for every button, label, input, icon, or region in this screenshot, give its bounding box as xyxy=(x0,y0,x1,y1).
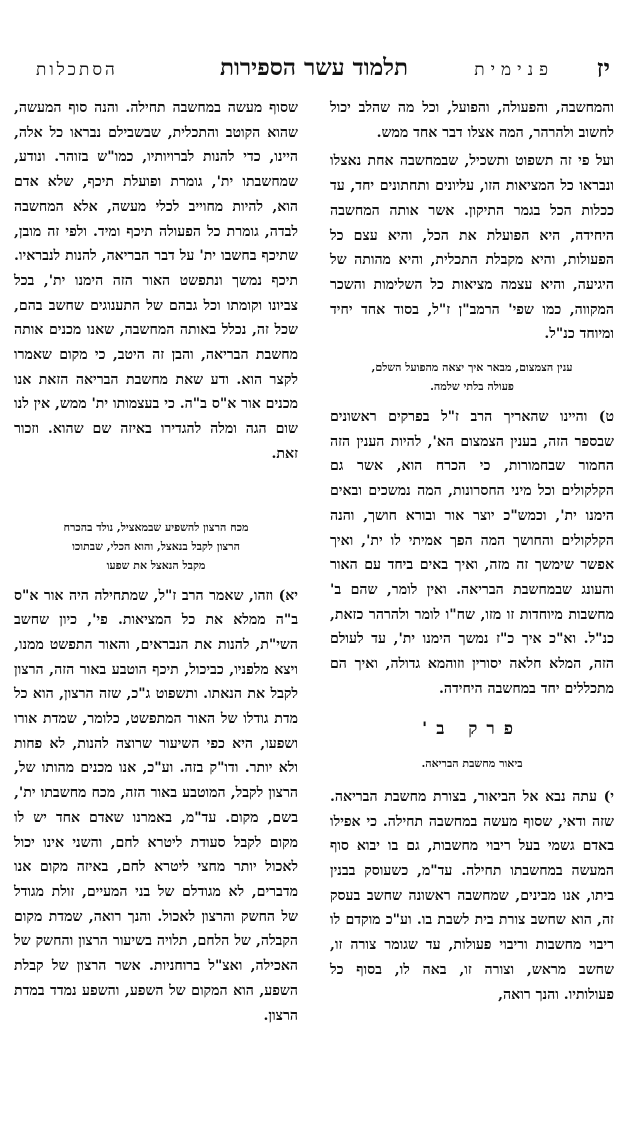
left-column xyxy=(14,96,298,1028)
right-paragraph-3: ט) והיינו שהאריך הרב ז"ל בפרקים ראשונים שבספר הזה, בענין הצמצום הא', להיות הענין הזה החמור שבחמורות, כי הכרח הוא, אשר גם הקלקולים וכל מיני החסרונות, המה נמשכים ובאים הימנו ית', וכמש"כ יוצר אור ובורא חושך, והנה הקלקולים והחושך המה הפך אמיתי לו ית', ואיך אפשר שימשך זה מזה, ואיך באים ביחד עם האור והעונג שבמחשבת הבריאה. ואין לומר, שהם ב' מחשבות מיוחדות זו מזו, שח"ו לומר ולהרהר כזאת, כנ"ל. וא"כ איך כ"ז נמשך הימנו ית', עד לעולם הזה, המלא חלאה יסורין וזוהמא גדולה, ואיך הם מתכללים יחד במחשבה היחידה. xyxy=(330,409,614,697)
chapter-subtitle: ביאור מחשבת הבריאה. xyxy=(421,757,523,771)
section-label: פנימית xyxy=(474,60,554,80)
right-column xyxy=(330,96,614,1007)
right-subheading-line-1: ענין הצמצום, מבאר איך יצאה מהפועל השלם, xyxy=(371,361,573,375)
left-paragraph-2: יא) וזהו, שאמר הרב ז"ל, שמתחילה היה אור א"ס ב"ה ממלא את כל המציאות. פי', כיון שחשב השי"ת, להנות את הנבראים, והאור התפשט ממנו, ויצא מלפניו, כביכול, תיכף הוטבע באור הזה, הרצון לקבל את הנאתו. ותשפוט ג"כ, שזה הרצון, הוא כל מדת גודלו של האור המתפשט, כלומר, שמדת אורו ושפעו, היא כפי השיעור שרוצה להנות, לא פחות ולא יותר. ודו"ק בזה. וע"כ, אנו מכנים מהותו של, הרצון לקבל, המוטבע באור הזה, מכח מחשבתו ית', בשם, מקום. עד"מ, באמרנו שאדם אחד יש לו מקום לקבל סעודת ליטרא לחם, והשני אינו יכול לאכול יותר מחצי ליטרא לחם, באיזה מקום אנו מדברים, לא מגודלם של בני המעיים, זולת מגודל של החשק והרצון לאכול. והנך רואה, שמדת מקום הקבלה, של הלחם, תלויה בשיעור הרצון והחשק של האכילה, ואצ"ל ברוחניות. אשר הרצון של קבלת השפע, הוא המקום של השפע, והשפע נמדד במדת הרצון. xyxy=(14,587,298,1024)
part-label: הסתכלות xyxy=(36,60,118,80)
right-paragraph-1: והמחשבה, והפעולה, והפועל, וכל מה שהלב יכול לחשוב ולהרהר, המה אצלו דבר אחד ממש. xyxy=(330,100,614,141)
left-subheading-line-2: הרצון לקבל בנאצל, והוא הכלי, שבתוכו xyxy=(72,539,240,553)
chapter-title: פרק ב' xyxy=(421,719,522,740)
left-subheading-line-1: מכח הרצון להשפיע שבמאציל, נולד בהכרח xyxy=(63,520,249,534)
book-title: תלמוד עשר הספירות xyxy=(219,54,409,81)
left-subheading xyxy=(20,518,292,575)
page-number: יז xyxy=(596,54,610,83)
right-paragraph-2: ועל פי זה תשפוט ותשכיל, שבמחשבה אחת נאצלו ונבראו כל המציאות הזו, עליונים ותחתונים יחד, עד ככלות הכל בגמר התיקון. אשר אותה המחשבה היחידה, היא הפועלת את הכל, והיא עצם כל הפעולות, והיא מקבלת התכלית, והיא מהותה של היגיעה, והיא עצמה מציאות כל השלימות והשכר המקווה, כמו שפי' הרמב"ן ז"ל, בסוד אחד יחיד ומיוחד כנ"ל. xyxy=(330,153,614,343)
left-subheading-line-3: מקבל הנאצל את שפעו xyxy=(106,558,206,572)
page-header xyxy=(14,52,614,88)
left-paragraph-1: שסוף מעשה במחשבה תחילה. והנה סוף המעשה, שהוא הקוטב והתכלית, שבשבילם נבראו כל אלה, היינו, כדי להנות לברויותיו, כמו"ש בזוהר. ונודע, שמחשבתו ית', גומרת ופועלת תיכף, שלא אדם הוא, להיות מחוייב לכלי מעשה, אלא המחשבה לבדה, גומרת כל הפעולה תיכף ומיד. ולפי זה מובן, שתיכף בחשבו ית' על דבר הבריאה, להנות לנבראיו. תיכף נמשך ונתפשט האור הזה הימנו ית', בכל צביונו וקומתו וכל גבהם של התענוגים שחשב בהם, שכל זה, נכלל באותה המחשבה, שאנו מכנים אותה מחשבת הבריאה, והבן זה היטב, כי מקום שאמרו לקצר הוא. ודע שאת מחשבת הבריאה הזאת אנו מכנים אור א"ס ב"ה. כי בעצמותו ית' ממש, אין לנו שום הגה ומלה להגדירו באיזה שם שהוא. וזכור זאת. xyxy=(14,100,298,462)
right-subheading xyxy=(336,358,608,396)
right-subheading-line-2: פעולה בלתי שלמה. xyxy=(430,380,514,394)
right-paragraph-4: י) עתה נבא אל הביאור, בצורת מחשבת הבריאה. שזה ודאי, שסוף מעשה במחשבה תחילה. כי אפילו באדם גשמי בעל ריבוי מחשבות, גם בו יבוא סוף המעשה במחשבתו תחילה. עד"מ, כשעוסק בבנין ביתו, אנו מבינים, שמחשבה ראשונה שחשב בעסק זה, הוא שחשב צורת בית לשבת בו. וע"כ מוקדם לו ריבוי מחשבות וריבוי פעולות, עד שגומר צורה זו, שחשב מראש, וצורה זו, באה לו, בסוף כל פעולותיו. והנך רואה, xyxy=(330,788,614,1003)
